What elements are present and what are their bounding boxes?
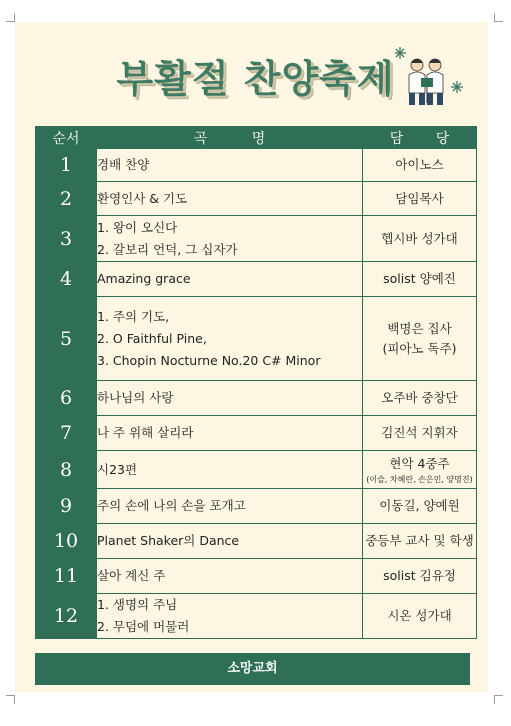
performer-name: 이동길, 양예원 bbox=[379, 498, 460, 513]
performer-cell bbox=[363, 451, 477, 489]
performer-note: (이슬, 차혜란, 손은민, 양명진) bbox=[366, 474, 473, 484]
performer-cell bbox=[363, 489, 477, 524]
table-header-row bbox=[36, 127, 477, 149]
song-title: 2. O Faithful Pine, bbox=[97, 330, 207, 346]
header-performer: 담 당 bbox=[363, 127, 477, 149]
performer-cell bbox=[363, 149, 477, 182]
song-title: 환영인사 & 기도 bbox=[97, 190, 188, 206]
order-number: 2 bbox=[36, 182, 97, 216]
header-song: 곡 명 bbox=[97, 127, 363, 149]
song-title: 시23편 bbox=[97, 461, 138, 477]
header-order: 순서 bbox=[36, 127, 97, 149]
song-title: Planet Shaker의 Dance bbox=[97, 533, 240, 548]
table-row bbox=[36, 416, 477, 451]
song-title: 하나님의 사랑 bbox=[97, 390, 174, 405]
song-title: 3. Chopin Nocturne No.20 C# Minor bbox=[97, 352, 321, 368]
order-number: 1 bbox=[36, 149, 97, 182]
crop-mark-bottom-left bbox=[6, 695, 15, 704]
performer-name: (피아노 독주) bbox=[382, 340, 457, 356]
table-row bbox=[36, 489, 477, 524]
performer-cell bbox=[363, 182, 477, 216]
song-cell bbox=[97, 524, 363, 559]
song-cell bbox=[97, 416, 363, 451]
song-title: 나 주 위해 살리라 bbox=[97, 425, 194, 440]
table-row bbox=[36, 262, 477, 297]
performer-name: 김진석 지휘자 bbox=[381, 425, 458, 440]
song-cell bbox=[97, 594, 363, 639]
crop-mark-bottom-right bbox=[494, 695, 503, 704]
performer-name: 현악 4중주 bbox=[389, 455, 450, 471]
table-row bbox=[36, 559, 477, 594]
order-number: 10 bbox=[36, 524, 97, 559]
song-cell bbox=[97, 381, 363, 416]
song-cell bbox=[97, 262, 363, 297]
table-row bbox=[36, 381, 477, 416]
order-number: 5 bbox=[36, 297, 97, 381]
song-title: 1. 주의 기도, bbox=[97, 308, 170, 324]
performer-name: 담임목사 bbox=[395, 190, 444, 206]
order-number: 12 bbox=[36, 594, 97, 639]
performer-name: 중등부 교사 및 학생 bbox=[365, 533, 474, 548]
table-row bbox=[36, 451, 477, 489]
table-row bbox=[36, 216, 477, 262]
performer-name: solist 양예진 bbox=[383, 271, 456, 286]
song-title: 2. 무덤에 머물러 bbox=[97, 619, 190, 634]
singers-illustration bbox=[395, 45, 465, 107]
song-cell bbox=[97, 149, 363, 182]
song-title: 경배 찬양 bbox=[97, 157, 150, 172]
performer-name: 오주바 중창단 bbox=[381, 390, 458, 405]
performer-cell bbox=[363, 297, 477, 381]
song-cell bbox=[97, 559, 363, 594]
order-number: 4 bbox=[36, 262, 97, 297]
performer-cell bbox=[363, 262, 477, 297]
performer-cell bbox=[363, 381, 477, 416]
performer-cell bbox=[363, 524, 477, 559]
crop-mark-top-left bbox=[6, 13, 15, 22]
crop-mark-top-right bbox=[494, 13, 503, 22]
song-cell bbox=[97, 451, 363, 489]
order-number: 8 bbox=[36, 451, 97, 489]
performer-cell bbox=[363, 594, 477, 639]
song-title: 살아 계신 주 bbox=[97, 568, 166, 583]
page-title: 부활절 찬양축제 bbox=[116, 57, 395, 101]
performer-cell bbox=[363, 416, 477, 451]
performer-name: 시온 성가대 bbox=[387, 608, 452, 623]
order-number: 9 bbox=[36, 489, 97, 524]
song-cell bbox=[97, 182, 363, 216]
table-row bbox=[36, 594, 477, 639]
song-cell bbox=[97, 489, 363, 524]
performer-name: 헵시바 성가대 bbox=[381, 230, 458, 246]
church-name-footer: 소망교회 bbox=[35, 653, 470, 685]
song-title: 2. 갈보리 언덕, 그 십자가 bbox=[97, 241, 238, 257]
performer-cell bbox=[363, 559, 477, 594]
performer-name: 백명은 집사 bbox=[387, 320, 452, 336]
song-cell bbox=[97, 297, 363, 381]
performer-name: solist 김유정 bbox=[383, 568, 456, 583]
table-row bbox=[36, 149, 477, 182]
song-title: 1. 생명의 주님 bbox=[97, 597, 178, 612]
performer-cell bbox=[363, 216, 477, 262]
order-number: 6 bbox=[36, 381, 97, 416]
order-number: 3 bbox=[36, 216, 97, 262]
order-number: 11 bbox=[36, 559, 97, 594]
song-title: 1. 왕이 오신다 bbox=[97, 219, 178, 235]
table-row bbox=[36, 524, 477, 559]
performer-name: 아이노스 bbox=[395, 157, 444, 172]
table-row bbox=[36, 182, 477, 216]
program-table bbox=[35, 126, 477, 639]
song-cell bbox=[97, 216, 363, 262]
table-row bbox=[36, 297, 477, 381]
song-title: 주의 손에 나의 손을 포개고 bbox=[97, 498, 246, 513]
order-number: 7 bbox=[36, 416, 97, 451]
song-title: Amazing grace bbox=[97, 271, 191, 286]
